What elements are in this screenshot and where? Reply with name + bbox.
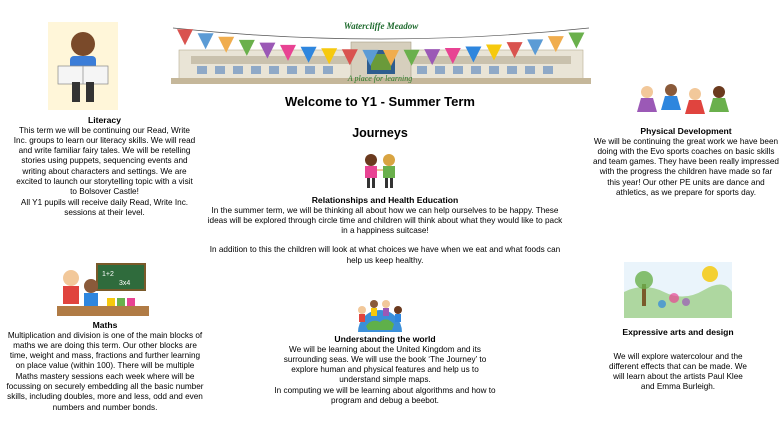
- school-name: Watercliffe Meadow: [343, 21, 419, 31]
- bunting-flag: [177, 29, 193, 45]
- maths-heading: Maths: [92, 320, 118, 330]
- literacy-image: [48, 22, 118, 110]
- rhe-image: [360, 152, 400, 190]
- pd-section: [593, 126, 779, 198]
- world-heading: Understanding the world: [334, 334, 436, 344]
- bunting-flag: [568, 32, 584, 48]
- world-image: [352, 296, 408, 332]
- rhe-section: [205, 195, 565, 266]
- arts-text: We will explore watercolour and the different effects that can be made. We will learn about the artists Paul Klee and Emma Burleigh.: [609, 351, 747, 392]
- rhe-text-2: In addition to this the children will look at what choices we have when we eat and what foods can help us keep healthy.: [209, 245, 561, 265]
- world-section: [270, 334, 500, 406]
- bunting-flag: [198, 33, 214, 49]
- literacy-section: [12, 115, 197, 218]
- maths-image: [57, 262, 149, 318]
- page-title: Welcome to Y1 - Summer Term: [284, 94, 475, 109]
- world-text-2: In computing we will be learning about algorithms and how to program and debug a beebot.: [274, 385, 496, 405]
- svg-text:1+2: 1+2: [102, 271, 114, 278]
- maths-section: [5, 320, 205, 413]
- school-tagline: A place for learning: [347, 74, 413, 83]
- pd-heading: Physical Development: [640, 126, 732, 136]
- theme-title: Journeys: [352, 126, 408, 140]
- arts-image: [624, 262, 732, 318]
- literacy-heading: Literacy: [88, 115, 121, 125]
- rhe-text: In the summer term, we will be thinking all about how we can help ourselves to be happy. These ideas will be explored through circle time and children will think about what they would like to pack in a happiness suitcase!: [207, 205, 563, 236]
- pd-text: We will be continuing the great work we have been doing with the Evo sports coaches on basic skills and team games. They have been really impressed with the progress the children have made so far this year! Our other PE units are dance and athletics, as we prepare for sports day.: [593, 136, 779, 197]
- literacy-text-2: All Y1 pupils will receive daily Read, Write Inc. sessions at their level.: [20, 197, 189, 217]
- maths-text: Multiplication and division is one of the main blocks of maths we are doing this term. Our other blocks are time, weight and mass, fractions and further learning on place value (within 100). There will be multiple Maths mastery sessions each week where will be focussing on securely embedding all the basic number skills, including doubles, more and less, odd and even numbers and number bonds.: [6, 330, 204, 412]
- svg-text:3x4: 3x4: [119, 280, 131, 287]
- world-text: We will be learning about the United Kingdom and its surrounding seas. We will use the book ‘The Journey’ to explore human and physical features and help us to understand simple maps.: [283, 344, 487, 385]
- arts-heading: Expressive arts and design: [622, 327, 734, 337]
- rhe-heading: Relationships and Health Education: [311, 195, 459, 205]
- literacy-text: This term we will be continuing our Read, Write Inc. groups to learn our literacy skills. We will read and write familiar fairy tales. We will be retelling stories using puppets, sequencing events and writing about characters and settings. We are excited to launch our storytelling topic with a visit to Bolsover Castle!: [13, 125, 196, 197]
- arts-section: [608, 327, 748, 393]
- pd-image: [635, 82, 733, 122]
